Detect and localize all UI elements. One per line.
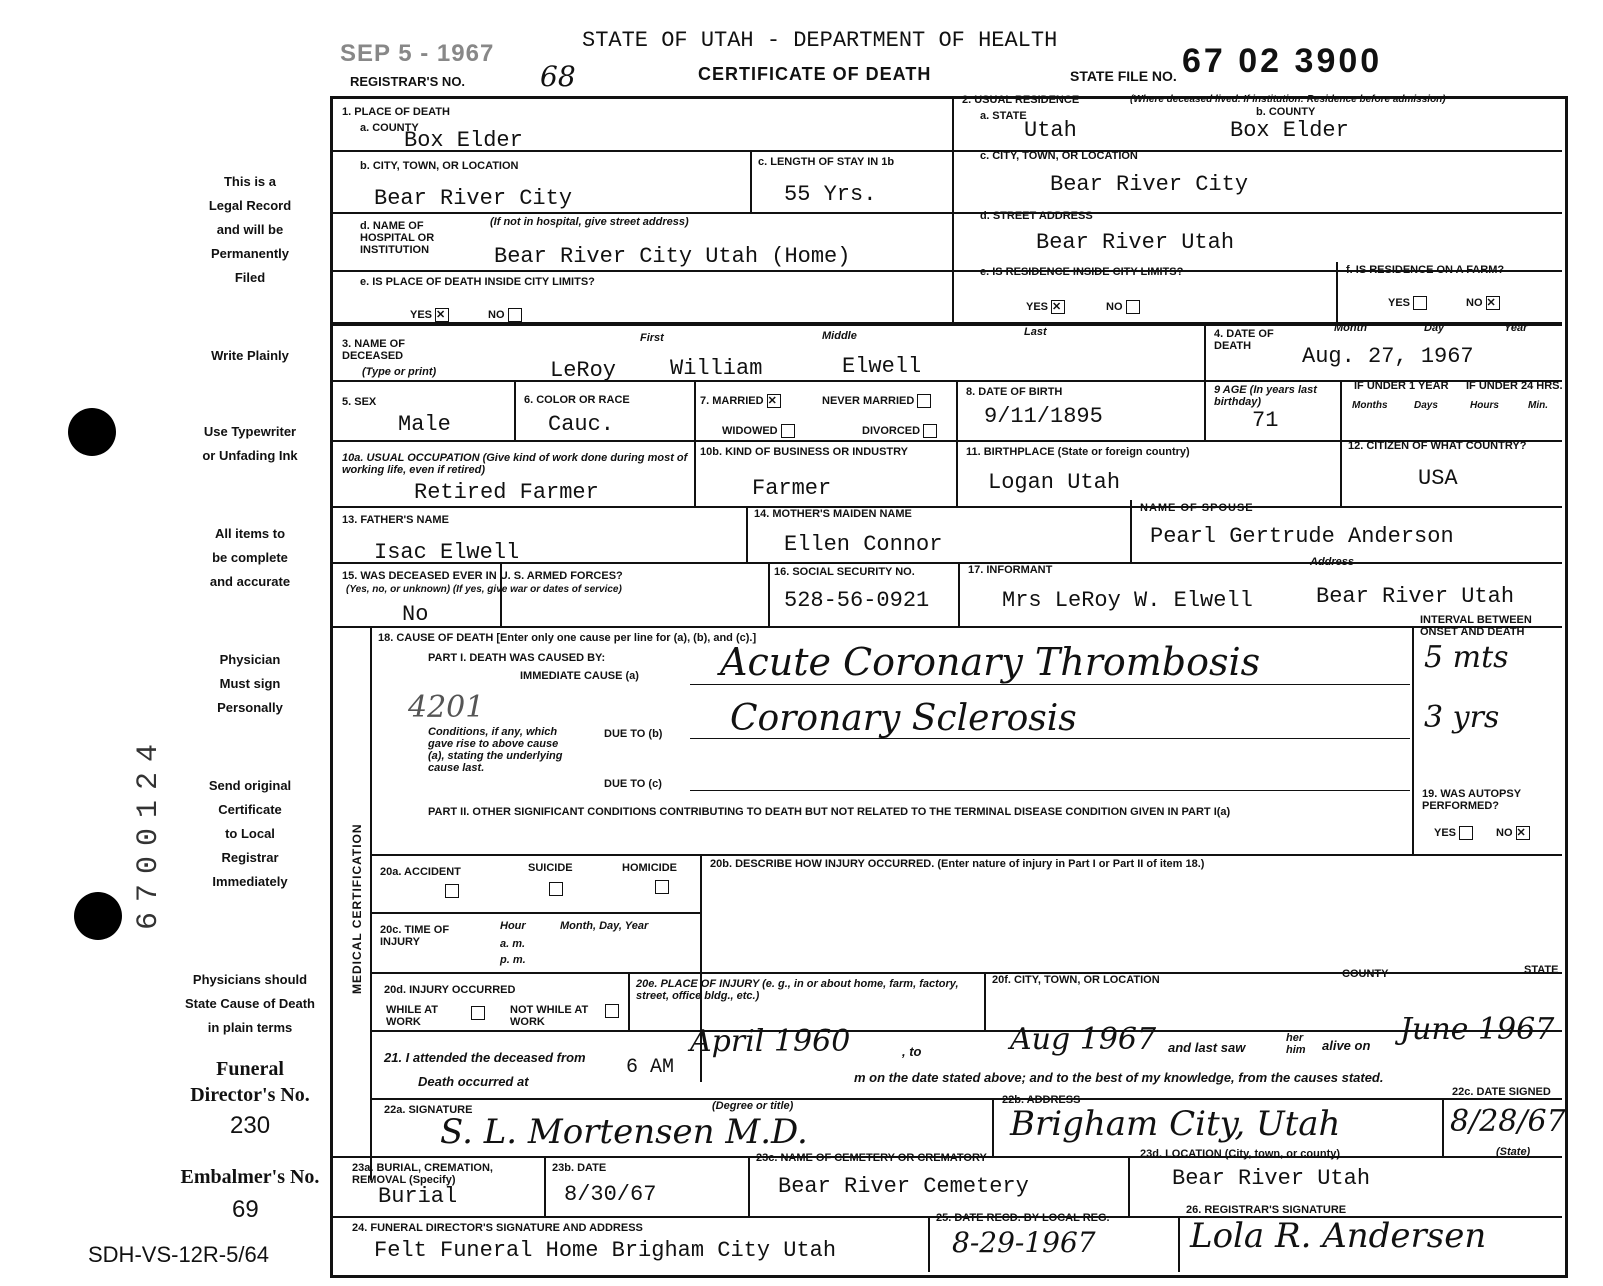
state-paren-label: (State)	[1496, 1146, 1531, 1158]
yes-text: YES	[1388, 296, 1411, 309]
hospital-value: Bear River City Utah (Home)	[494, 244, 851, 269]
state-file-no: 67 02 3900	[1182, 42, 1383, 80]
sidebar-line: Personally	[217, 700, 283, 715]
res-city-value: Bear River City	[1050, 172, 1249, 197]
widowed-checkbox[interactable]	[781, 424, 795, 438]
inj-state-label: STATE	[1524, 964, 1559, 976]
mdy-label: Month, Day, Year	[560, 920, 649, 932]
no-checkbox[interactable]: ✕	[1486, 296, 1500, 310]
first-name: LeRoy	[550, 358, 617, 383]
armed-value: No	[402, 602, 429, 627]
attended-label: 21. I attended the deceased from	[384, 1050, 586, 1065]
middle-label: Middle	[822, 330, 857, 342]
injury-occurred-label: 20d. INJURY OCCURRED	[384, 984, 516, 996]
res-inside-label: e. IS RESIDENCE INSIDE CITY LIMITS?	[980, 266, 1184, 278]
sidebar-line: Filed	[234, 270, 266, 285]
no-checkbox[interactable]: ✕	[1516, 826, 1530, 840]
attended-from: April 1960	[690, 1024, 851, 1059]
city-value: Bear River City	[374, 186, 573, 211]
date-death-value: Aug. 27, 1967	[1302, 344, 1474, 369]
yes-text: YES	[410, 308, 433, 321]
homicide-checkbox[interactable]	[655, 880, 669, 894]
hospital-label: d. NAME OF HOSPITAL OR INSTITUTION	[360, 220, 435, 256]
mother-label: 14. MOTHER'S MAIDEN NAME	[754, 508, 912, 520]
spouse-value: Pearl Gertrude Anderson	[1150, 524, 1454, 549]
sidebar-line: This is a	[223, 174, 277, 189]
cause-label: 18. CAUSE OF DEATH [Enter only one cause per line for (a), (b), and (c).]	[378, 632, 757, 644]
race-label: 6. COLOR OR RACE	[524, 394, 630, 406]
no-text: NO	[1466, 296, 1483, 309]
mother-value: Ellen Connor	[784, 532, 943, 557]
suicide-label: SUICIDE	[528, 862, 573, 874]
attended-to: Aug 1967	[1010, 1022, 1157, 1057]
min-label: Min.	[1528, 400, 1548, 411]
business-label: 10b. KIND OF BUSINESS OR INDUSTRY	[700, 446, 909, 458]
name-note: (Type or print)	[362, 366, 437, 378]
res-inside-no	[1106, 300, 1140, 314]
race-value: Cauc.	[548, 412, 615, 437]
interval-a: 5 mts	[1424, 640, 1509, 675]
sidebar-line: All items to	[214, 526, 286, 541]
sidebar-line: Permanently	[210, 246, 290, 261]
due-c-label: DUE TO (c)	[604, 778, 662, 790]
ssn-label: 16. SOCIAL SECURITY NO.	[774, 566, 915, 578]
while-work-label: WHILE AT WORK	[386, 1004, 438, 1028]
place-injury-label: 20e. PLACE OF INJURY (e. g., in or about home, farm, factory, street, office bldg., etc.)	[636, 978, 959, 1002]
location-value: Bear River Utah	[1172, 1166, 1371, 1191]
physician-signature: S. L. Mortensen M.D.	[440, 1112, 808, 1152]
burial-label: 23a. BURIAL, CREMATION, REMOVAL (Specify)	[352, 1162, 493, 1186]
occupation-label: 10a. USUAL OCCUPATION (Give kind of work done during most of working life, even if retired)	[342, 452, 688, 476]
sex-label: 5. SEX	[342, 396, 377, 408]
sidebar-line: and will be	[216, 222, 284, 237]
never-married-text: NEVER MARRIED	[822, 394, 915, 407]
no-text: NO	[1106, 300, 1123, 313]
sidebar-cause-plain	[158, 968, 342, 1040]
inside-limits-yes	[410, 308, 449, 322]
sidebar-line: Legal Record	[208, 198, 292, 213]
under-24-label: IF UNDER 24 HRS.	[1466, 380, 1563, 392]
ssn-value: 528-56-0921	[784, 588, 930, 613]
inj-county-label: COUNTY	[1342, 968, 1389, 980]
sidebar-line: Physician	[219, 652, 281, 667]
sidebar-items-complete	[170, 522, 330, 594]
street-label: d. STREET ADDRESS	[980, 210, 1093, 222]
occupation-value: Retired Farmer	[414, 480, 599, 505]
medical-certification-label: MEDICAL CERTIFICATION	[350, 823, 364, 994]
sidebar-line: in plain terms	[207, 1020, 293, 1035]
usual-residence-label: 2. USUAL RESIDENCE	[962, 94, 1080, 106]
sidebar-line: Immediately	[212, 874, 288, 889]
middle-name: William	[670, 356, 763, 381]
not-while-checkbox[interactable]	[605, 1004, 619, 1018]
received-stamp: SEP 5 - 1967	[340, 40, 495, 67]
autopsy-label: 19. WAS AUTOPSY PERFORMED?	[1422, 788, 1521, 812]
divorced-checkbox[interactable]	[923, 424, 937, 438]
year-label: Year	[1504, 322, 1528, 334]
time-injury-label: 20c. TIME OF INJURY	[380, 924, 450, 948]
never-married-checkbox[interactable]	[917, 394, 931, 408]
birthplace-label: 11. BIRTHPLACE (State or foreign country)	[966, 446, 1190, 458]
part2-label: PART II. OTHER SIGNIFICANT CONDITIONS CONTRIBUTING TO DEATH BUT NOT RELATED TO THE TERMINAL DISEASE CONDITION GIVEN IN PART I(a)	[428, 806, 1231, 818]
day-label: Day	[1424, 322, 1445, 334]
accident-label: 20a. ACCIDENT	[380, 866, 461, 878]
location-label: 23d. LOCATION (City, town, or county)	[1140, 1148, 1341, 1160]
alive-on-label: alive on	[1322, 1038, 1371, 1053]
icd-code: 4201	[408, 690, 485, 725]
length-stay-label: c. LENGTH OF STAY IN 1b	[758, 156, 895, 168]
funeral-dir-value: Felt Funeral Home Brigham City Utah	[374, 1238, 837, 1263]
burial-date: 8/30/67	[564, 1182, 657, 1207]
usual-residence-note: (Where deceased lived. If institution: Residence before admission)	[1130, 94, 1446, 105]
sidebar-line: Registrar	[221, 850, 279, 865]
armed-note: (Yes, no, or unknown) (If yes, give war or dates of service)	[346, 584, 622, 595]
vertical-serial: 6700124	[132, 733, 166, 930]
days-label: Days	[1414, 400, 1438, 411]
married-text: 7. MARRIED	[700, 394, 764, 407]
farm-label: f. IS RESIDENCE ON A FARM?	[1346, 264, 1505, 276]
sidebar-line: Physicians should	[192, 972, 308, 987]
res-city-label: c. CITY, TOWN, OR LOCATION	[980, 150, 1138, 162]
sidebar-legal-notice	[170, 170, 330, 290]
registrar-no-label: REGISTRAR'S NO.	[350, 74, 466, 89]
informant-label: 17. INFORMANT	[968, 564, 1053, 576]
armed-label: 15. WAS DECEASED EVER IN U. S. ARMED FORCES?	[342, 570, 623, 582]
sig-address: Brigham City, Utah	[1010, 1104, 1341, 1144]
sidebar-line: Certificate	[218, 802, 282, 817]
county-label: a. COUNTY	[360, 122, 419, 134]
date-recd-label: 25. DATE RECD. BY LOCAL REG.	[936, 1212, 1110, 1224]
res-county-value: Box Elder	[1230, 118, 1349, 143]
sidebar-physician-sign	[170, 648, 330, 720]
informant-value: Mrs LeRoy W. Elwell	[1002, 588, 1253, 613]
address-label: Address	[1310, 556, 1355, 568]
farm-yes	[1388, 296, 1427, 310]
inside-limits-label: e. IS PLACE OF DEATH INSIDE CITY LIMITS?	[360, 276, 595, 288]
farm-no	[1466, 296, 1500, 310]
cemetery-label: 23c. NAME OF CEMETERY OR CREMATORY	[756, 1152, 987, 1164]
death-occurred-label: Death occurred at	[418, 1074, 529, 1089]
yes-checkbox[interactable]	[1459, 826, 1473, 840]
date-death-label: 4. DATE OF DEATH	[1214, 328, 1274, 352]
conditions-label: Conditions, if any, which gave rise to above cause (a), stating the underlying cause last.	[428, 726, 563, 774]
sidebar-line: be complete	[212, 550, 288, 565]
inside-limits-no	[488, 308, 522, 322]
hours-label: Hours	[1470, 400, 1499, 411]
date-signed-label: 22c. DATE SIGNED	[1452, 1086, 1551, 1098]
funeral-dir-label: 24. FUNERAL DIRECTOR'S SIGNATURE AND ADDRESS	[352, 1222, 643, 1234]
citizen-label: 12. CITIZEN OF WHAT COUNTRY?	[1348, 440, 1527, 452]
autopsy-yes	[1434, 826, 1473, 840]
registrar-no: 68	[540, 60, 576, 93]
pm-label: p. m.	[500, 954, 526, 966]
length-stay-value: 55 Yrs.	[784, 182, 877, 207]
accident-checkbox[interactable]	[445, 884, 459, 898]
sidebar-line: Must sign	[219, 676, 281, 691]
sidebar-line: or Unfading Ink	[202, 448, 298, 463]
punch-hole	[68, 408, 116, 456]
sidebar-send-original	[170, 774, 330, 894]
dob-label: 8. DATE OF BIRTH	[966, 386, 1063, 398]
embalmer-no: 69	[232, 1196, 259, 1223]
under-1-label: IF UNDER 1 YEAR	[1354, 380, 1449, 392]
while-work-checkbox[interactable]	[471, 1006, 485, 1020]
sidebar-line: State Cause of Death	[184, 996, 316, 1011]
street-value: Bear River Utah	[1036, 230, 1235, 255]
burial-date-label: 23b. DATE	[552, 1162, 607, 1174]
last-saw-label: and last saw	[1168, 1040, 1246, 1055]
sig-address-label: 22b. ADDRESS	[1002, 1094, 1081, 1106]
married-checkbox[interactable]: ✕	[767, 394, 781, 408]
last-label: Last	[1024, 326, 1047, 338]
sidebar-line: Director's No.	[190, 1084, 310, 1106]
age-label: 9 AGE (In years last birthday)	[1214, 384, 1317, 408]
yes-text: YES	[1434, 826, 1457, 839]
married-label	[700, 394, 781, 408]
immediate-label: IMMEDIATE CAUSE (a)	[520, 670, 639, 682]
am-label: a. m.	[500, 938, 526, 950]
certificate-title: CERTIFICATE OF DEATH	[698, 64, 932, 84]
name-label: 3. NAME OF DECEASED	[342, 338, 405, 362]
father-label: 13. FATHER'S NAME	[342, 514, 449, 526]
never-married-label	[822, 394, 931, 408]
city-label: b. CITY, TOWN, OR LOCATION	[360, 160, 519, 172]
to-label: , to	[902, 1044, 922, 1059]
widowed-text: WIDOWED	[722, 424, 778, 437]
homicide-label: HOMICIDE	[622, 862, 677, 874]
month-label: Month	[1334, 322, 1367, 334]
county-value: Box Elder	[404, 128, 523, 153]
inj-city-label: 20f. CITY, TOWN, OR LOCATION	[992, 974, 1160, 986]
yes-checkbox[interactable]: ✕	[435, 308, 449, 322]
father-value: Isac Elwell	[374, 540, 520, 565]
yes-checkbox[interactable]	[1413, 296, 1427, 310]
no-checkbox[interactable]	[508, 308, 522, 322]
sidebar-write-plainly: Write Plainly	[211, 348, 289, 363]
hour-label: Hour	[500, 920, 526, 932]
last-alive: June 1967	[1400, 1012, 1555, 1047]
cause-a-value: Acute Coronary Thrombosis	[720, 640, 1261, 684]
registrar-signature: Lola R. Andersen	[1190, 1216, 1487, 1256]
divorced-label	[862, 424, 937, 438]
signature-label: 22a. SIGNATURE	[384, 1104, 473, 1116]
cemetery-value: Bear River Cemetery	[778, 1174, 1029, 1199]
part1-label: PART I. DEATH WAS CAUSED BY:	[428, 652, 606, 664]
no-text: NO	[1496, 826, 1513, 839]
burial-value: Burial	[378, 1184, 458, 1209]
agency-title: STATE OF UTAH - DEPARTMENT OF HEALTH	[582, 28, 1058, 53]
sidebar-line: Funeral	[216, 1058, 284, 1080]
citizen-value: USA	[1418, 466, 1458, 491]
describe-label: 20b. DESCRIBE HOW INJURY OCCURRED. (Enter nature of injury in Part I or Part II of item 18.)	[710, 858, 1205, 870]
her-him-label: her him	[1286, 1032, 1306, 1056]
age-value: 71	[1252, 408, 1279, 433]
first-label: First	[640, 332, 664, 344]
informant-address: Bear River Utah	[1316, 584, 1515, 609]
cause-b-value: Coronary Sclerosis	[730, 698, 1077, 739]
no-checkbox[interactable]	[1126, 300, 1140, 314]
last-name: Elwell	[842, 354, 922, 379]
autopsy-no	[1496, 826, 1530, 840]
death-time: 6 AM	[626, 1056, 675, 1079]
punch-hole	[74, 892, 122, 940]
due-b-label: DUE TO (b)	[604, 728, 663, 740]
embalmer-label: Embalmer's No.	[180, 1166, 320, 1188]
sidebar-line: to Local	[225, 826, 275, 841]
interval-b: 3 yrs	[1424, 700, 1500, 735]
yes-checkbox[interactable]: ✕	[1051, 300, 1065, 314]
date-signed: 8/28/67	[1450, 1104, 1566, 1139]
date-recd: 8-29-1967	[952, 1226, 1096, 1259]
sidebar-typewriter	[160, 420, 340, 468]
sidebar-line: Use Typewriter	[203, 424, 297, 439]
stated-label: m on the date stated above; and to the best of my knowledge, from the causes stated.	[854, 1070, 1384, 1085]
suicide-checkbox[interactable]	[549, 882, 563, 896]
interval-label: INTERVAL BETWEEN ONSET AND DEATH	[1420, 614, 1532, 638]
degree-label: (Degree or title)	[712, 1100, 794, 1112]
reg-sig-label: 26. REGISTRAR'S SIGNATURE	[1186, 1204, 1347, 1216]
res-inside-yes	[1026, 300, 1065, 314]
birthplace-value: Logan Utah	[988, 470, 1121, 495]
widowed-label	[722, 424, 795, 438]
yes-text: YES	[1026, 300, 1049, 313]
divorced-text: DIVORCED	[862, 424, 921, 437]
no-text: NO	[488, 308, 505, 321]
not-while-label: NOT WHILE AT WORK	[510, 1004, 589, 1028]
form-number: SDH-VS-12R-5/64	[88, 1242, 269, 1267]
spouse-label: NAME OF SPOUSE	[1140, 502, 1254, 514]
res-county-label: b. COUNTY	[1256, 106, 1316, 118]
business-value: Farmer	[752, 476, 832, 501]
sex-value: Male	[398, 412, 451, 437]
sidebar-line: and accurate	[209, 574, 291, 589]
months-label: Months	[1352, 400, 1388, 411]
funeral-director-no: 230	[230, 1112, 271, 1139]
sidebar-line: Send original	[208, 778, 292, 793]
state-file-label: STATE FILE NO.	[1070, 68, 1177, 84]
hospital-note: (If not in hospital, give street address)	[490, 216, 689, 228]
place-of-death-label: 1. PLACE OF DEATH	[342, 106, 450, 118]
state-value: Utah	[1024, 118, 1077, 143]
funeral-director-label	[150, 1056, 350, 1108]
state-label: a. STATE	[980, 110, 1027, 122]
dob-value: 9/11/1895	[984, 404, 1103, 429]
